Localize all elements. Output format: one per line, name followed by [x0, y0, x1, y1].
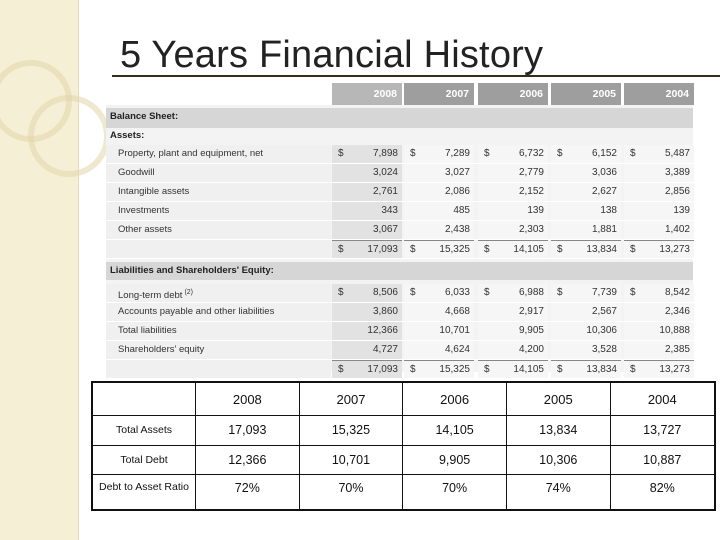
balance-sheet-cell: 4,200	[478, 341, 548, 359]
asset-row	[106, 145, 693, 164]
asset-row	[106, 164, 693, 183]
currency-symbol: $	[557, 240, 563, 259]
balance-sheet-cell: 2,385	[624, 341, 694, 359]
balance-sheet-row-label	[106, 164, 331, 182]
row-label-text: Other assets	[118, 224, 172, 235]
balance-sheet-year-header: 2007	[404, 83, 474, 105]
summary-cell: 72%	[196, 475, 300, 510]
summary-cell: 70%	[403, 475, 507, 510]
balance-sheet-cell: 2,917	[478, 303, 548, 321]
asset-row	[106, 202, 693, 221]
currency-symbol: $	[410, 148, 416, 159]
asset-row	[106, 183, 693, 202]
balance-sheet-cell: 15,325	[404, 240, 474, 258]
balance-sheet-cell: 485	[404, 202, 474, 220]
summary-header-row	[92, 382, 715, 416]
row-label-text: Total liabilities	[118, 325, 177, 336]
row-label-text: Goodwill	[118, 167, 155, 178]
currency-symbol: $	[338, 240, 344, 259]
currency-symbol: $	[410, 240, 416, 259]
summary-year-header: 2008	[196, 382, 300, 416]
row-label-text: Investments	[118, 205, 170, 216]
liability-row	[106, 284, 693, 303]
balance-sheet-table	[106, 80, 693, 375]
currency-symbol: $	[557, 360, 563, 379]
currency-symbol: $	[630, 287, 636, 298]
currency-symbol: $	[557, 287, 563, 298]
assets-section-label: Assets:	[110, 130, 145, 141]
balance-sheet-row-label	[106, 145, 331, 163]
footnote-marker: (2)	[184, 289, 193, 296]
summary-cell: 17,093	[196, 416, 300, 446]
liability-row	[106, 322, 693, 341]
balance-sheet-cell: 10,888	[624, 322, 694, 340]
summary-cell: 10,887	[610, 445, 715, 475]
balance-sheet-row-label	[106, 240, 331, 258]
balance-sheet-row-label	[106, 221, 331, 239]
balance-sheet-cell: 17,093	[332, 360, 402, 378]
balance-sheet-cell: 4,727	[332, 341, 402, 359]
balance-sheet-cell: 343	[332, 202, 402, 220]
balance-sheet-cell: 2,303	[478, 221, 548, 239]
currency-symbol: $	[484, 240, 490, 259]
balance-sheet-cell: 10,306	[551, 322, 621, 340]
summary-row-total-assets	[92, 416, 715, 446]
balance-sheet-cell: 14,105	[478, 360, 548, 378]
row-label-text: Intangible assets	[118, 186, 190, 197]
summary-row-label: Total Debt	[92, 445, 196, 475]
currency-symbol: $	[484, 360, 490, 379]
slide-title: 5 Years Financial History	[120, 34, 544, 76]
summary-cell: 74%	[506, 475, 610, 510]
balance-sheet-cell: 8,542	[624, 284, 694, 302]
balance-sheet-cell: 3,024	[332, 164, 402, 182]
balance-sheet-cell: 3,389	[624, 164, 694, 182]
balance-sheet-year-header: 2006	[478, 83, 548, 105]
balance-sheet-cell: 13,273	[624, 240, 694, 258]
balance-sheet-cell: 2,779	[478, 164, 548, 182]
currency-symbol: $	[410, 287, 416, 298]
balance-sheet-cell: 4,668	[404, 303, 474, 321]
currency-symbol: $	[630, 148, 636, 159]
balance-sheet-cell: 139	[478, 202, 548, 220]
liability-row	[106, 303, 693, 322]
balance-sheet-cell: 2,086	[404, 183, 474, 201]
balance-sheet-cell: 2,761	[332, 183, 402, 201]
balance-sheet-cell: 3,027	[404, 164, 474, 182]
row-label-text: Property, plant and equipment, net	[118, 148, 264, 159]
summary-row-label: Total Assets	[92, 416, 196, 446]
balance-sheet-cell: 2,346	[624, 303, 694, 321]
balance-sheet-cell: 2,627	[551, 183, 621, 201]
balance-sheet-cell: 12,366	[332, 322, 402, 340]
balance-sheet-row-label	[106, 183, 331, 201]
balance-sheet-title-band	[106, 108, 693, 128]
balance-sheet-cell: 10,701	[404, 322, 474, 340]
balance-sheet-row-label	[106, 322, 331, 340]
balance-sheet-cell: 6,988	[478, 284, 548, 302]
balance-sheet-cell: 3,067	[332, 221, 402, 239]
summary-row-debt-ratio	[92, 475, 715, 510]
balance-sheet-row-label	[106, 360, 331, 378]
balance-sheet-cell: 6,033	[404, 284, 474, 302]
currency-symbol: $	[338, 360, 344, 379]
summary-cell: 13,727	[610, 416, 715, 446]
balance-sheet-year-header	[106, 80, 693, 105]
summary-cell: 12,366	[196, 445, 300, 475]
currency-symbol: $	[557, 148, 563, 159]
balance-sheet-year-header: 2005	[551, 83, 621, 105]
balance-sheet-cell: 3,860	[332, 303, 402, 321]
liability-row	[106, 341, 693, 360]
currency-symbol: $	[410, 360, 416, 379]
liabilities-section-band	[106, 262, 693, 280]
summary-year-header: 2005	[506, 382, 610, 416]
summary-cell: 9,905	[403, 445, 507, 475]
row-label-text: Shareholders' equity	[118, 344, 205, 355]
balance-sheet-cell: 4,624	[404, 341, 474, 359]
decorative-ring	[28, 95, 110, 177]
summary-cell: 14,105	[403, 416, 507, 446]
summary-corner-cell	[92, 382, 196, 416]
balance-sheet-row-label	[106, 202, 331, 220]
balance-sheet-cell: 1,881	[551, 221, 621, 239]
summary-row-total-debt	[92, 445, 715, 475]
balance-sheet-cell: 15,325	[404, 360, 474, 378]
summary-row-label: Debt to Asset Ratio	[92, 475, 196, 510]
balance-sheet-cell: 13,834	[551, 360, 621, 378]
row-label-text: Long-term debt	[118, 290, 183, 302]
summary-cell: 15,325	[299, 416, 403, 446]
balance-sheet-cell: 9,905	[478, 322, 548, 340]
summary-cell: 82%	[610, 475, 715, 510]
title-underline	[112, 75, 720, 77]
balance-sheet-cell: 6,152	[551, 145, 621, 163]
asset-total-row	[106, 240, 693, 259]
balance-sheet-row-label	[106, 341, 331, 359]
summary-cell: 10,306	[506, 445, 610, 475]
balance-sheet-cell: 7,739	[551, 284, 621, 302]
balance-sheet-cell: 2,567	[551, 303, 621, 321]
balance-sheet-cell: 5,487	[624, 145, 694, 163]
summary-year-header: 2007	[299, 382, 403, 416]
balance-sheet-title-band-label: Balance Sheet:	[110, 111, 179, 122]
summary-cell: 70%	[299, 475, 403, 510]
balance-sheet-cell: 17,093	[332, 240, 402, 258]
balance-sheet-cell: 2,856	[624, 183, 694, 201]
balance-sheet-cell: 7,289	[404, 145, 474, 163]
summary-table	[91, 381, 716, 511]
balance-sheet-cell: 2,152	[478, 183, 548, 201]
summary-year-header: 2006	[403, 382, 507, 416]
currency-symbol: $	[630, 240, 636, 259]
balance-sheet-cell: 2,438	[404, 221, 474, 239]
balance-sheet-row-label	[106, 284, 331, 302]
currency-symbol: $	[338, 287, 344, 298]
balance-sheet-cell: 3,036	[551, 164, 621, 182]
liabilities-section-band-label: Liabilities and Shareholders' Equity:	[110, 265, 274, 276]
balance-sheet-row-label	[106, 303, 331, 321]
balance-sheet-cell: 8,506	[332, 284, 402, 302]
summary-cell: 10,701	[299, 445, 403, 475]
summary-cell: 13,834	[506, 416, 610, 446]
balance-sheet-cell: 1,402	[624, 221, 694, 239]
balance-sheet-cell: 3,528	[551, 341, 621, 359]
summary-year-header: 2004	[610, 382, 715, 416]
asset-row	[106, 221, 693, 240]
liability-total-row	[106, 360, 693, 379]
currency-symbol: $	[484, 148, 490, 159]
balance-sheet-year-header: 2004	[624, 83, 694, 105]
currency-symbol: $	[338, 148, 344, 159]
row-label-text: Accounts payable and other liabilities	[118, 306, 275, 317]
currency-symbol: $	[484, 287, 490, 298]
currency-symbol: $	[630, 360, 636, 379]
balance-sheet-cell: 7,898	[332, 145, 402, 163]
balance-sheet-year-header: 2008	[332, 83, 402, 105]
balance-sheet-cell: 14,105	[478, 240, 548, 258]
balance-sheet-cell: 13,834	[551, 240, 621, 258]
balance-sheet-cell: 138	[551, 202, 621, 220]
balance-sheet-cell: 139	[624, 202, 694, 220]
balance-sheet-cell: 13,273	[624, 360, 694, 378]
balance-sheet-cell: 6,732	[478, 145, 548, 163]
